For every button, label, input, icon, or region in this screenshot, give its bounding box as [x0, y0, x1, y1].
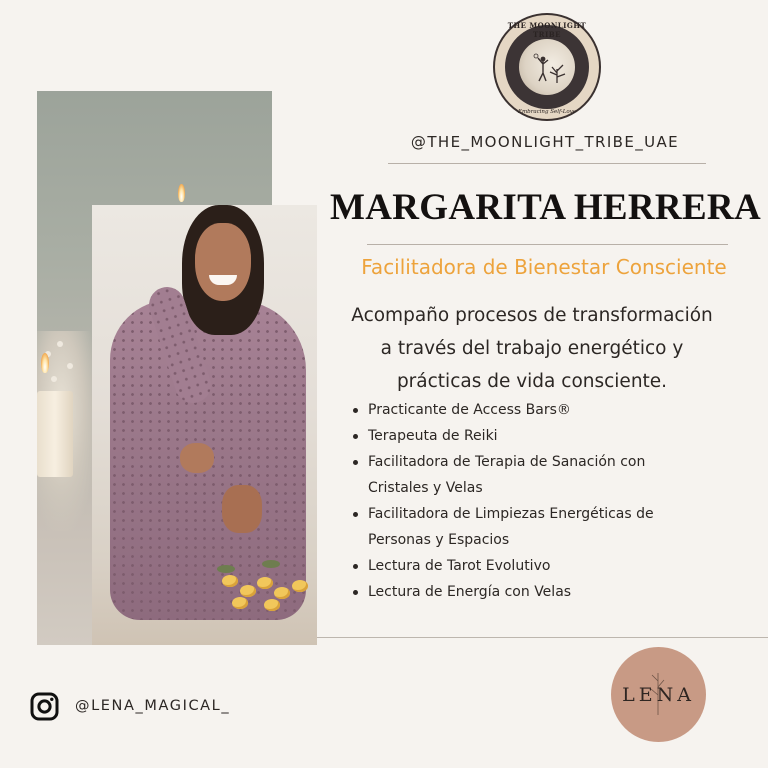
face [195, 223, 251, 301]
hand [180, 443, 214, 473]
flower-dot [57, 341, 63, 347]
logo-bottom-text: Embracing Self-Love [517, 109, 577, 115]
lena-logo-text: LENA [622, 683, 695, 706]
yellow-rose [222, 575, 238, 587]
footer-divider [317, 637, 768, 638]
yellow-rose [274, 587, 290, 599]
instagram-handle-tribe: @THE_MOONLIGHT_TRIBE_UAE [410, 133, 680, 151]
service-item: Lectura de Energía con Velas [351, 579, 691, 605]
person-name: MARGARITA HERRERA [330, 187, 761, 228]
service-item: Facilitadora de Limpiezas Energéticas de [351, 501, 691, 527]
leaf [262, 560, 280, 568]
yellow-rose [232, 597, 248, 609]
candle-flame-left [41, 353, 49, 373]
intro-line: Acompaño procesos de transformación [351, 305, 713, 326]
yellow-rose [257, 577, 273, 589]
yellow-rose [292, 580, 308, 592]
service-item: Practicante de Access Bars® [351, 397, 691, 423]
logo-top-text: THE MOONLIGHT TRIBE [507, 21, 587, 39]
moonlight-tribe-logo [493, 13, 601, 121]
service-item: Terapeuta de Reiki [351, 423, 691, 449]
leaf [217, 565, 235, 573]
job-title: Facilitadora de Bienestar Consciente [361, 255, 727, 279]
service-item: Lectura de Tarot Evolutivo [351, 553, 691, 579]
divider [388, 163, 706, 164]
intro-line: a través del trabajo energético y [380, 338, 684, 359]
yellow-rose [264, 599, 280, 611]
divider [367, 244, 728, 245]
candle [37, 391, 73, 477]
candle-flame-top [178, 184, 185, 202]
yellow-rose [240, 585, 256, 597]
portrait-photo [92, 205, 317, 645]
service-item-continuation: Personas y Espacios [368, 532, 510, 548]
services-list [351, 397, 691, 605]
instagram-icon[interactable] [30, 692, 59, 721]
flower-dot [67, 363, 73, 369]
leg [222, 485, 262, 533]
lena-brand-logo [611, 647, 706, 742]
intro-line: prácticas de vida consciente. [396, 371, 668, 392]
instagram-handle-lena[interactable]: @LENA_MAGICAL_ [75, 698, 231, 714]
service-item: Facilitadora de Terapia de Sanación con [351, 449, 691, 475]
intro-paragraph [333, 299, 731, 398]
moon-figure-tree-icon [519, 39, 575, 95]
flower-dot [51, 376, 57, 382]
service-item-continuation: Cristales y Velas [368, 480, 483, 496]
